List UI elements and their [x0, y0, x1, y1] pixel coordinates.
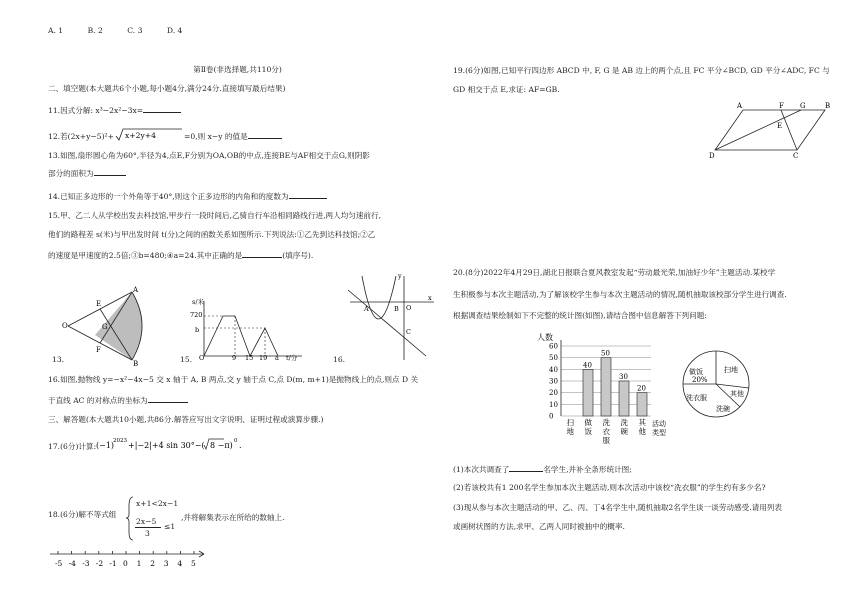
svg-text:B: B: [133, 360, 139, 366]
svg-text:C: C: [793, 152, 799, 160]
bar-ytick-label: 20: [549, 389, 558, 398]
question-15-line3: [48, 249, 313, 260]
bar-ytick-label: 50: [549, 354, 558, 363]
bar-value-label: 30: [619, 373, 628, 381]
question-13-line1: 13.如图,扇形圆心角为60°,半径为4,点E,F分别为OA,OB的中点,连接BE与AF相交于点G,则阴影: [48, 151, 370, 160]
question-20-line2: 生积极参与本次主题活动,为了解该校学生参与本次主题活动的情况,随机抽取该校部分学生进行调查.: [453, 290, 787, 299]
svg-text:D: D: [709, 152, 715, 160]
fill-heading: 二、填空题(本大题共6个小题,每小题4分,满分24分.直接填写最后结果): [48, 84, 286, 93]
bar-category-label: 做饭: [584, 418, 592, 436]
svg-text:E: E: [96, 300, 102, 308]
figure-15-graph: [190, 296, 310, 361]
svg-text:O: O: [199, 354, 205, 361]
svg-text:15: 15: [245, 354, 254, 361]
inequality-2-num: 2x−5: [136, 517, 157, 526]
inequality-2-rel: ≤1: [164, 522, 176, 531]
pie-label-cooking: 做饭: [689, 368, 703, 376]
pie-label-dishes: 洗碗: [716, 405, 730, 413]
choice-row: [48, 26, 204, 35]
question-18: [48, 510, 116, 519]
svg-text:E: E: [777, 122, 783, 130]
figure-13-sector: [60, 286, 155, 366]
answer-heading: 三、解答题(本大题共10小题,共86分.解答应写出文字说明、证明过程或演算步骤.): [48, 415, 324, 424]
bar-1: [583, 369, 593, 416]
q16-text-b: 于直线 AC 的对称点的坐标为: [48, 396, 148, 405]
svg-text:.: .: [239, 441, 242, 450]
svg-text:G: G: [800, 102, 806, 110]
svg-text:+|−2|+4 sin 30°−(: +|−2|+4 sin 30°−(: [128, 441, 205, 450]
svg-text:720: 720: [190, 311, 203, 319]
number-line-label: 0: [123, 559, 128, 568]
bar-4: [637, 393, 647, 416]
number-line-label: 2: [150, 559, 155, 568]
svg-text:2023: 2023: [113, 438, 128, 444]
q20-p1-text-b: 名学生,并补全条形统计图;: [543, 465, 632, 474]
number-line-label: -1: [109, 559, 117, 568]
bar-chart: [533, 330, 683, 448]
q20-p1-text: (1)本次共调查了: [453, 465, 510, 474]
question-17: [48, 437, 276, 453]
q17-text: 17.(6分)计算:: [48, 442, 97, 451]
figure-label-16: 16.: [333, 355, 346, 364]
question-19-line1: 19.(6分)如图,已知平行四边形 ABCD 中, F, G 是 AB 边上的两个点,且 FC 平分∠BCD, GD 平分∠ADC, FC 与: [453, 66, 830, 75]
svg-text:(−1): (−1): [96, 441, 115, 450]
number-line-label: 5: [191, 559, 196, 568]
question-11: [48, 104, 181, 115]
question-20-line3: 根据调查结果绘制如下不完整的统计图(如图),请结合图中信息解答下列问题:: [453, 311, 707, 320]
svg-text:A: A: [364, 305, 369, 313]
sqrt-expression: [114, 128, 184, 142]
svg-text:F: F: [779, 102, 784, 110]
question-12: [48, 128, 282, 142]
svg-text:s/米: s/米: [192, 298, 205, 306]
q11-text: 11.因式分解: x³−2x²−3x=: [48, 106, 144, 115]
number-line: [48, 548, 208, 572]
question-19-line2: GD 相交于点 E,求证: AF=GB.: [453, 85, 560, 94]
q15-text-c: 的速度是甲速度的2.5倍;③b=480;④a=24.其中正确的是: [48, 251, 243, 260]
svg-text:G: G: [102, 323, 108, 331]
pie-label-sweeping: 扫地: [724, 366, 738, 374]
svg-text:x+2y+4: x+2y+4: [124, 131, 156, 140]
q11-answer-blank: [143, 104, 181, 113]
figure-19-parallelogram: [705, 100, 835, 160]
figure-label-15: 15.: [180, 355, 193, 364]
bar-ytick-label: 10: [549, 400, 558, 409]
choice-a: A. 1: [48, 26, 64, 35]
bar-value-label: 20: [637, 384, 646, 393]
q18-text-b: ,并将解集表示在所给的数轴上.: [181, 513, 285, 522]
fraction-bar: [135, 527, 161, 528]
bar-chart-xlabel: 活动类型: [652, 420, 666, 437]
bar-category-label: 洗衣服: [602, 418, 610, 445]
svg-text:A: A: [737, 102, 743, 110]
svg-text:8 −π): 8 −π): [210, 441, 233, 450]
q15-answer-blank: [242, 249, 282, 258]
question-16-line1: 16.如图,抛物线 y=−x²−4x−5 交 x 轴于 A, B 两点,交 y 轴于点 C,点 D(m, m+1)是抛物线上的点,则点 D 关: [48, 375, 419, 384]
svg-text:C: C: [406, 328, 411, 336]
number-line-label: -2: [95, 559, 104, 568]
svg-text:b: b: [195, 326, 200, 334]
q12-text-a: 12.若(2x+y−5)²+: [48, 132, 114, 141]
svg-text:a: a: [275, 354, 279, 361]
svg-text:0: 0: [234, 438, 238, 444]
svg-text:B: B: [825, 102, 831, 110]
number-line-label: 1: [136, 559, 142, 568]
svg-text:O: O: [406, 304, 412, 312]
choice-b: B. 2: [87, 26, 103, 35]
pie-label-laundry: 洗衣服: [686, 394, 707, 402]
bar-ytick-label: 40: [549, 365, 558, 374]
bar-ytick-label: 60: [549, 342, 558, 351]
question-20-part3-line2: 或画树状图的方法,求甲、乙两人同时被抽中的概率.: [453, 522, 625, 531]
number-line-label: -5: [55, 559, 63, 568]
bar-3: [619, 381, 629, 416]
q12-text-b: =0,则 x−y 的值是: [183, 132, 248, 141]
q14-text: 14.已知正多边形的一个外角等于40°,则这个正多边形的内角和的度数为: [48, 192, 289, 201]
pie-label-cooking-pct: 20%: [692, 376, 708, 384]
q13-answer-blank: [94, 167, 126, 176]
pie-label-other: 其他: [730, 390, 744, 398]
q16-answer-blank: [148, 394, 188, 403]
choice-c: C. 3: [127, 26, 143, 35]
svg-text:t/分: t/分: [286, 354, 298, 361]
pie-chart: [680, 348, 752, 420]
q18-text: 18.(6分)解不等式组: [48, 510, 117, 519]
svg-text:A: A: [133, 286, 139, 294]
bar-2: [601, 358, 611, 416]
question-13-line2: [48, 167, 126, 178]
svg-text:O: O: [62, 322, 68, 330]
q15-text-d: (填序号).: [282, 251, 314, 260]
question-15-line2: 他们的路程差 s(米)与甲出发时间 t(分)之间的函数关系如图所示.下列说法:①乙先到达科技馆;②乙: [48, 230, 376, 239]
choice-d: D. 4: [166, 26, 183, 35]
svg-text:y: y: [398, 272, 402, 280]
q12-answer-blank: [248, 130, 282, 139]
bar-chart-ylabel: 人数: [537, 333, 553, 342]
figure-label-13: 13.: [52, 355, 65, 364]
question-14: [48, 190, 327, 201]
bar-value-label: 40: [583, 361, 592, 370]
question-20-part3-line1: (3)现从参与本次主题活动的甲、乙、丙、丁4名学生中,随机抽取2名学生谈一谈劳动感受.请用列表: [453, 503, 782, 512]
number-line-label: -3: [82, 559, 90, 568]
question-15-line1: 15.甲、乙二人从学校出发去科技馆,甲步行一段时间后,乙骑自行车沿相同路线行进,两人均匀速前行,: [48, 211, 382, 220]
question-16-line2: [48, 394, 188, 405]
q14-answer-blank: [289, 190, 327, 199]
section-title: 第Ⅱ卷(非选择题,共110分): [193, 65, 282, 74]
number-line-label: 4: [177, 559, 183, 568]
number-line-label: -4: [68, 559, 76, 568]
bar-ytick-label: 30: [549, 377, 558, 386]
bar-category-label: 其他: [638, 418, 646, 436]
question-20-part1: [453, 463, 632, 474]
question-20-part2: (2)若该校共有1 200名学生参加本次主题活动,则本次活动中该校“洗衣服”的学生约有多少名?: [453, 483, 766, 492]
svg-text:x: x: [428, 294, 432, 302]
bar-category-label: 扫地: [566, 418, 574, 436]
svg-text:9: 9: [232, 354, 237, 361]
bar-value-label: 50: [601, 349, 610, 358]
svg-text:F: F: [96, 346, 101, 354]
q17-expression: [96, 437, 276, 453]
bar-ytick-label: 0: [549, 412, 554, 421]
svg-text:19: 19: [259, 354, 268, 361]
inequality-2-den: 3: [145, 529, 150, 538]
q20-p1-blank: [509, 463, 543, 472]
question-20-line1: 20.(8分)2022年4月29日,湖北日报联合夏风教室发起“劳动最光荣,加油好少年”主题活动.某校学: [453, 268, 776, 277]
svg-text:B: B: [394, 305, 399, 313]
number-line-label: 3: [163, 559, 169, 568]
inequality-1: x+1<2x−1: [136, 499, 179, 508]
bar-category-label: 洗碗: [620, 418, 628, 436]
figure-16-parabola: [348, 272, 438, 362]
q13-text-b: 部分的面积为: [48, 169, 94, 178]
